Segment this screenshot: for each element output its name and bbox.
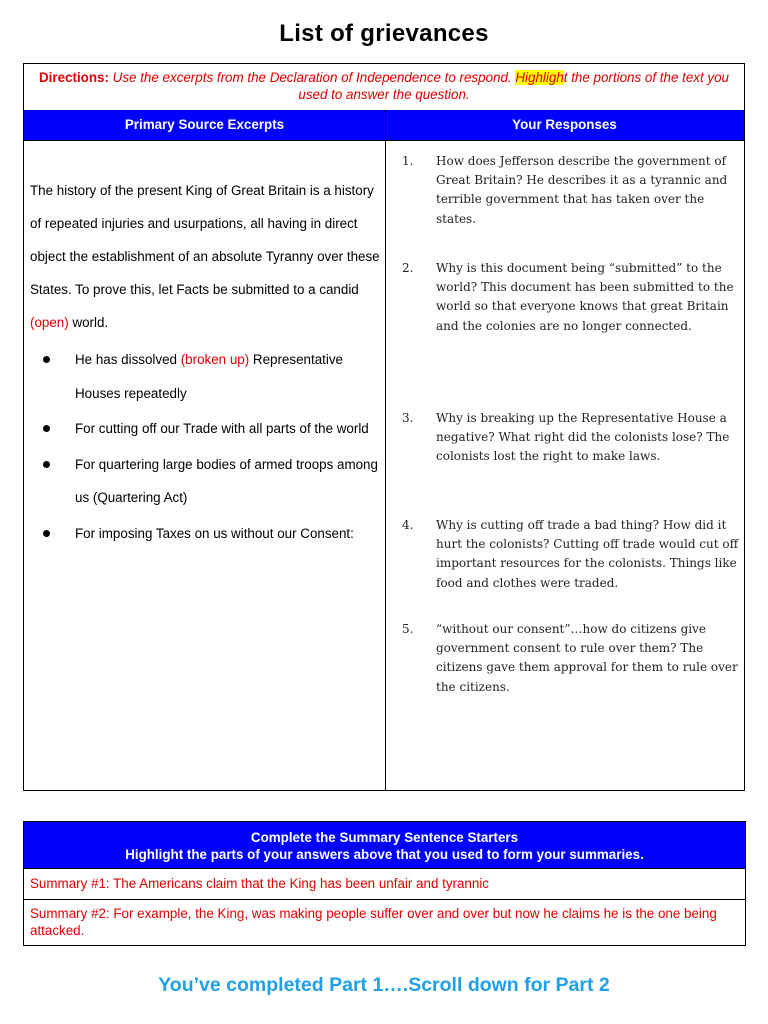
bullet-text: For cutting off our Trade with all parts of the world [75,421,369,436]
grievance-list [30,343,380,550]
summary-header-line1: Complete the Summary Sentence Starters [250,830,519,845]
bullet-icon [43,356,50,363]
summary-1: Summary #1: The Americans claim that the King has been unfair and tyrannic [24,869,745,900]
excerpt-intro-red: (open) [30,315,69,330]
summary-2: Summary #2: For example, the King, was making people suffer over and over but now he claims he is the one being attacked. [30,906,717,938]
column-divider [385,110,386,790]
list-item [30,448,380,515]
summary-table [23,821,746,946]
response-item-2 [402,259,742,336]
directions-label: Directions: [38,70,109,85]
response-item-1 [402,152,742,229]
response-number: 3. [402,411,414,425]
directions-highlight: Highligh [515,70,564,85]
excerpt-column [30,174,380,552]
response-item-4 [402,516,742,593]
response-text: Why is this document being “submitted” to the world? This document has been submitted to the world so that everyone knows that great Britain and the colonies are no longer connected. [436,261,734,333]
response-number: 4. [402,518,414,532]
response-text: How does Jefferson describe the government of Great Britain? He describes it as a tyrannic and terrible government that has taken over the states. [436,154,728,226]
col-header-excerpts: Primary Source Excerpts [124,117,285,132]
list-item [30,343,380,410]
response-number: 5. [402,622,414,636]
response-item-3 [402,409,742,467]
excerpt-intro-end: world. [68,315,109,330]
summary-header-line2: Highlight the parts of your answers above that you used to form your summaries. [125,847,644,862]
bullet-icon [43,530,50,537]
response-number: 1. [402,154,414,168]
response-text: Why is breaking up the Representative House a negative? What right did the colonists lose? The colonists lost the right to make laws. [436,411,730,464]
bullet-text: For imposing Taxes on us without our Consent: [75,525,354,541]
directions-text-before: Use the excerpts from the Declaration of Independence to respond. [108,70,516,85]
list-item [30,517,380,551]
response-text: “without our consent”…how do citizens give government consent to rule over them? The citizens gave them approval for them to rule over the citizens. [436,622,738,694]
bullet-text: For quartering large bodies of armed troops among us (Quartering Act) [75,456,378,505]
list-item [30,412,380,446]
response-text: Why is cutting off trade a bad thing? How did it hurt the colonists? Cutting off trade would cut off important resources for the colonists. Things like food and clothes were traded. [436,518,739,590]
bullet-text-after: Representative Houses repeatedly [75,352,343,401]
grievances-table [23,63,745,791]
bullet-icon [43,461,50,468]
excerpt-intro [30,174,380,339]
footer-message: You’ve completed Part 1….Scroll down for Part 2 [158,974,610,996]
response-item-5 [402,620,742,697]
table-header-row [24,110,744,141]
bullet-red-text: (broken up) [180,352,250,367]
bullet-text: He has dissolved [75,352,181,367]
page-title: List of grievances [279,20,489,47]
directions-text-after: t the portions of the text you used to answer the question. [298,70,730,102]
col-header-responses: Your Responses [512,117,617,132]
excerpt-intro-text: The history of the present King of Great Britain is a history of repeated injuries and usurpations, all having in direct object the establishment of an absolute Tyranny over these States. To prove this, let Facts be submitted to a candid [30,183,380,297]
bullet-icon [43,425,50,432]
response-number: 2. [402,261,414,275]
directions [24,64,744,111]
summary-header [24,822,745,869]
